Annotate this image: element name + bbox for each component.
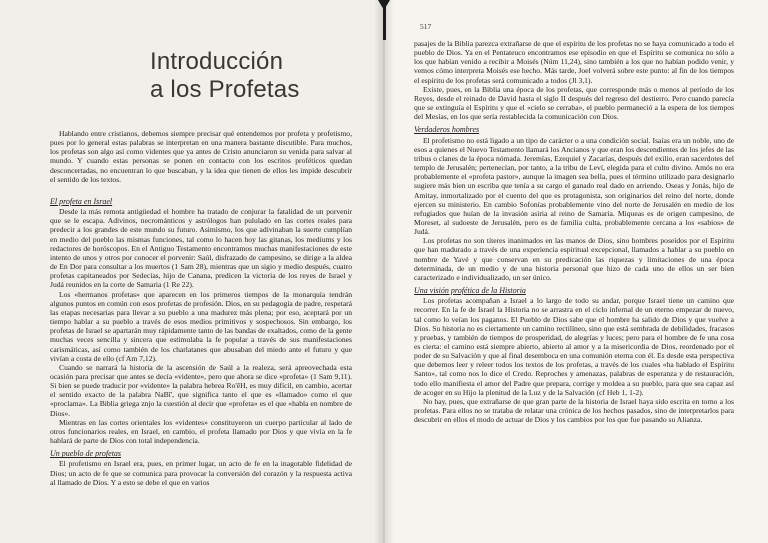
- left-page: [0, 0, 383, 543]
- body-paragraph: Los «hermanos profetas» que aparecen en los primeros tiempos de la monarquía tendrán algunos puntos en común con esos profetas de profesión. Dios, en su pedagogía de padre, respetará las etapas necesarias para llevar a su pueblo a una madurez más plena; por eso, aceptará por un tiempo hablar a su pueblo a través de esos medios primitivos y sospechosos. Sin embargo, los profetas de Israel se apartarán muy rápidamente tanto de las bandas de exaltados, como de la gente muchas veces sencilla y sincera que estimulaba la fe popular a través de sus manifestaciones carismáticas, así como también de los charlatanes que abusaban del miedo ante el futuro y que vivían a costa de ello (cf Am 7,12).: [50, 289, 352, 363]
- body-paragraph: Desde la más remota antigüedad el hombre ha tratado de conjurar la fatalidad de un porvenir que se le escapa. Adivinos, necrománticos y astrólogos han pululado en las cortes reales para predecir a los grandes de este mundo su futuro. Asimismo, los que adivinaban la suerte cumplían en medio del pueblo las mismas funciones, tal como lo hacen hoy las gitanas, los mediums y los redactores de horóscopos. En el Antiguo Testamento encontramos muchas manifestaciones de este intento de unos y otros por conocer el porvenir: Saúl, disfrazado de campesino, se dirige a la aldea de En Dor para consultar a los muertos (1 Sam 28), mientras que un sigio y medio después, cuatro profetas capitaneados por Sedecías, hijo de Canana, predicen la victoria de los reyes de Israel y Judá reunidos en la corte de Samaria (1 Re 22).: [50, 207, 352, 290]
- right-page: [384, 0, 768, 543]
- right-body-text: [414, 39, 734, 424]
- body-paragraph: Los profetas acompañan a Israel a lo largo de todo su andar, porque Israel tiene un camino que recorrer. En la fe de Israel la Historia no se arrastra en el ciclo infernal de un eterno empezar de nuevo, tal como lo veían los paganos. El Pueblo de Dios sabe que el hombre ha salido de Dios y que vuelve a Dios. Su historia no es ciertamente un camino rectilíneo, sino que está sembrada de debilidades, fracasos y pruebas, y también de tiempos de prosperidad, de alegrías y luces; pero para el hombre de fe una cosa es cierta: el camino está siempre abierto, abierto al amor y a la misericordia de Dios, reordenado por el poder de su Salvación y que al final desemboca en una comunión eterna con él. Es desde esta perspectiva que debemos leer y releer todos los textos de los profetas, a través de los cuales «ha hablado el Espíritu Santo», tal como nos lo dice el Credo. Reproches y amenazas, palabras de esperanza y de restauración, todo ello manifiesta el amor del Padre que prepara, corrige y moldea a su pueblo, para que sea capaz así de acoger en su Hijo la plenitud de la Luz y de la Salvación (cf Heb 1, 1-2).: [414, 296, 734, 397]
- chapter-title: [150, 48, 360, 104]
- body-paragraph: No hay, pues, que extrañarse de que gran parte de la historia de Israel haya sido escrita en torno a los profetas. Para ellos no se trataba de relatar una crónica de los hechos pasados, sino de interpretarlos para descubrir en ellos el modo de actuar de Dios y los cambios por los que fue pasando su Alianza.: [414, 396, 734, 425]
- left-body-text: [50, 193, 352, 487]
- body-paragraph: El profetismo no está ligado a un tipo de carácter o a una condición social. Isaías era un noble, uno de esos a quienes el Nuevo Testamento llamará los Ancianos y que eran los descendientes de los jefes de las tribus o clanes de la época nómada. Jeremías, Ezequiel y Zacarías, después del exilio, eran sacerdotes del templo de Jerusalén; pertenecían, por tanto, a la tribu de Leví, elegida para el culto divino. Amós no era probablemente el «profeta pastor», aunque la imagen sea bella, pues el término utilizado para designarlo sugiere más bien un escriba que tenía a su cargo el ganado real dado en arriendo. Oseas y Jonás, hijo de Amitay, inmortalizado por el cuento del que es protagonista, son originarios del reino del norte, donde ejercen su ministerio. En cambio Sofonías probablemente vino del norte de Jerusalén en medio de los refugiados que huían de la invasión asiria al reino de Samaría. Miqueas es de origen campesino, de Moreset, al sudoeste de Jerusalén, pero es de familia culta, probablemente cercana a los «sabios» de Judá.: [414, 135, 734, 237]
- page-number: 517: [420, 22, 432, 31]
- body-paragraph: Cuando se narrará la historia de la ascensión de Saúl a la realeza, será apreovechada esta ocasión para precisar que antes se decía «vidente», pero que ahora se dice «profeta» (1 Sam 9,11). Si bien se puede traducir por «vidente» la palabra hebrea Ro'ēH, es muy difícil, en cambio, acertar el sentido exacto de la palabra NaBî', que significa tanto el que es «llamado» como el que «proclama». La Biblia griega znjo la cuestión al decir que «profeta» es el que «habla en nombre de Dios».: [50, 362, 352, 418]
- bookmark-ribbon: [383, 0, 386, 40]
- chapter-title-line1: Introducción: [150, 48, 284, 75]
- body-paragraph: Mientras en las cortes orientales los «videntes» constituyeron un cuerpo particular al lado de otros funcionarios reales, en Israel, en cambio, el profeta llamado por Dios y que vivía en la fe hablará de parte de Dios con total independencia.: [50, 417, 352, 446]
- body-paragraph: El profetismo en Israel era, pues, en primer lugar, un acto de fe en la inagotable fidelidad de Dios; un acto de fe que se comunica para provocar la conversión del corazón y la respuesta activa al llamado de Dios. Y a esto se debe el que en varios: [50, 459, 352, 487]
- section-heading: Una visión profética de la Historia: [414, 286, 526, 296]
- section-heading: Verdaderos hombres: [414, 125, 480, 135]
- intro-paragraph-block: [50, 129, 352, 184]
- intro-paragraph: Hablando entre cristianos, debemos siempre precisar qué entendemos por profeta y profetismo, pues por lo general estas palabras se interpretan en una manera bastante discutible. Para muchos, los profetas son algo así como videntes que ya antes de Cristo anunciaron su venida para salvar al mundo. Y cuando estas personas se ponen en contacto con los escritos proféticos quedan desconcertadas, no encuentran lo que buscaban, y la idea que tienen de ellos les impide descubrir el sentido de los textos.: [50, 129, 352, 184]
- body-paragraph: Los profetas no son títeres inanimados en las manos de Dios, sino hombres poseídos por el Espíritu que han madurado a través de una experiencia espiritual excepcional, llamados a hablar a su pueblo en nombre de Yavé y que conservan en su predicación las riquezas y limitaciones de una época determinada, de un medio y de una historia personal que hizo de cada uno de ellos un ser bien caracterizado e individualizado, un ser único.: [414, 236, 734, 282]
- section-heading: Un pueblo de profetas: [50, 449, 122, 459]
- section-heading: El profeta en Israel: [50, 197, 113, 206]
- chapter-title-line2: a los Profetas: [150, 76, 300, 103]
- body-paragraph: pasajes de la Biblia parezca extrañarse de que el espíritu de los profetas no se haya comunicado a todo el pueblo de Dios. Ya en el Pentateuco encontramos ese episodio en que el Espíritu se comunica no sólo a los que habían venido a recibir a Moisés (Núm 11,24), sino también a los que no habían podido venir, y vemos cómo interpreta Moisés ese hecho. Más tarde, Joel volverá sobre este punto: al fin de los tiempos el espíritu de los profetas será comunicado a todos (Jl 3,1).: [414, 39, 734, 85]
- body-paragraph: Existe, pues, en la Biblia una época de los profetas, que corresponde más o menos al período de los Reyes, desde el reinado de David hasta el siglo II después del regreso del destierro. Pero cuando parecía que se extinguía el Espíritu y que el «cielo se cerraba», el pueblo permaneció a la espera de los tiempos del Mesías, en los que sería restablecida la comunicación con Dios.: [414, 84, 734, 122]
